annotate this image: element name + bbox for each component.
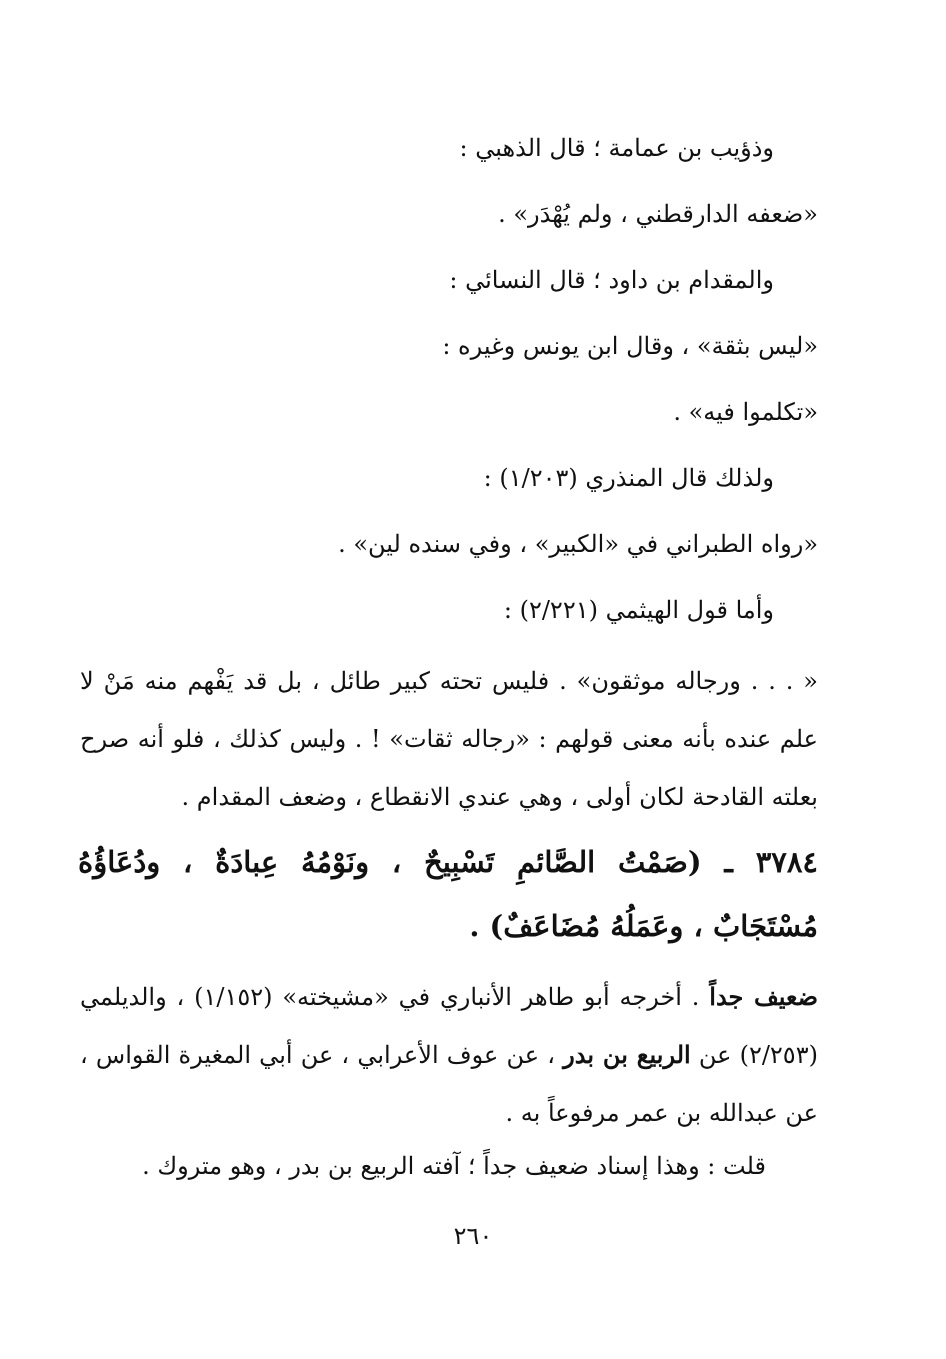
text-line: «رواه الطبراني في «الكبير» ، وفي سنده لين» . xyxy=(338,530,818,558)
text-line: «ليس بثقة» ، وقال ابن يونس وغيره : xyxy=(442,332,818,360)
text-line: «تكلموا فيه» . xyxy=(673,398,818,426)
grade-label: ضعيف جداً xyxy=(709,982,818,1011)
paragraph-haythami: « . . . ورجاله موثقون» . فليس تحته كبير طائل ، بل قد يَفْهم منه مَنْ لا علم عنده بأنه معنى قولهم : «رجاله ثقات» ! . وليس كذلك ، فلو أنه صرح بعلته القادحة لكان أولى ، وهي عندي الانقطاع ، وضعف المقدام . xyxy=(80,667,818,811)
takhrij-text: . أخرجه أبو طاهر الأنباري في «مشيخته» (١/١٥٢) ، والديلمي (٢/٢٥٣) عن xyxy=(80,983,818,1069)
page-number: ٢٦٠ xyxy=(453,1222,493,1250)
text-line: ولذلك قال المنذري (١/٢٠٣) : xyxy=(483,464,774,492)
takhrij-paragraph xyxy=(80,968,818,1142)
text-line: وذؤيب بن عمامة ؛ قال الذهبي : xyxy=(459,134,774,162)
hadith-heading xyxy=(78,830,818,958)
hadith-number: ٣٧٨٤ ـ xyxy=(724,845,818,879)
comment-line: قلت : وهذا إسناد ضعيف جداً ؛ آفته الربيع بن بدر ، وهو متروك . xyxy=(142,1152,766,1180)
text-line: وأما قول الهيثمي (٢/٢٢١) : xyxy=(503,596,774,624)
hadith-text: (صَمْتُ الصَّائمِ تَسْبِيحٌ ، ونَوْمُهُ عِبادَةٌ ، ودُعَاؤُهُ مُسْتَجَابٌ ، وعَمَلُهُ مُضَاعَفٌ) . xyxy=(78,845,818,943)
narrator-name: الربيع بن بدر xyxy=(563,1040,691,1069)
takhrij-text: ، عن عوف الأعرابي ، عن أبي المغيرة القواس ، عن عبدالله بن عمر مرفوعاً به . xyxy=(80,1041,818,1127)
text-line: والمقدام بن داود ؛ قال النسائي : xyxy=(449,266,774,294)
text-line: «ضعفه الدارقطني ، ولم يُهْدَر» . xyxy=(498,200,818,228)
